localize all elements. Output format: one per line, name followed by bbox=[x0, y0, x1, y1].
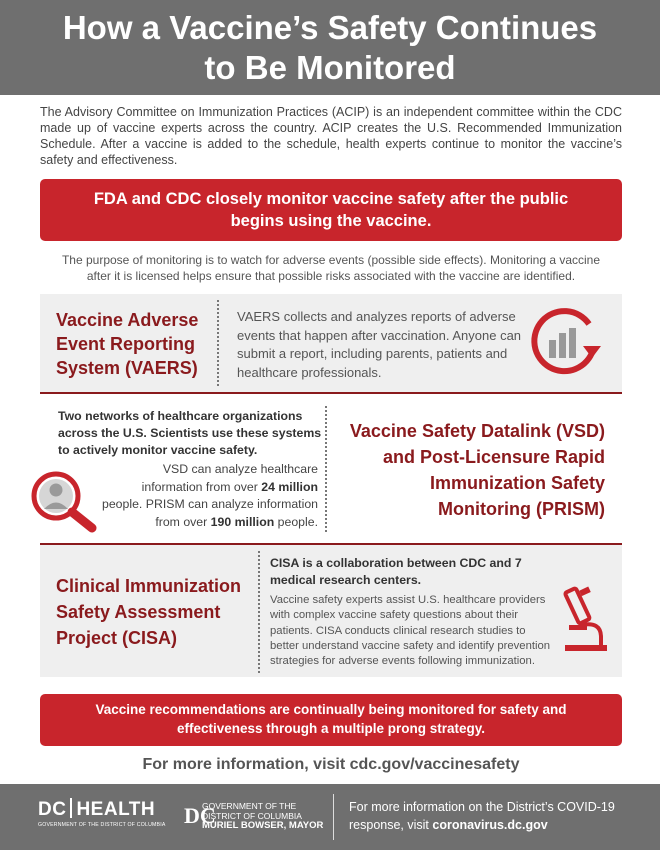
cisa-title-line-2: Safety Assessment bbox=[56, 602, 221, 622]
dc-government-logo bbox=[202, 802, 323, 831]
vaers-title bbox=[56, 308, 216, 380]
prism-population-figure: 190 million bbox=[210, 514, 275, 529]
vaers-divider bbox=[217, 300, 219, 386]
dc-health-logo bbox=[38, 798, 155, 821]
recommendations-line-1: Vaccine recommendations are continually being monitored for safety and bbox=[95, 702, 567, 717]
mayor-name: MURIEL BOWSER, MAYOR bbox=[202, 820, 324, 831]
footer-divider bbox=[333, 794, 334, 840]
cisa-description: Vaccine safety experts assist U.S. healthcare providers with complex vaccine safety questions about their patients. CISA conducts clinical research studies to better understand vaccine safety and identify prevention strategies for adverse events following immunization. bbox=[270, 594, 551, 668]
vsd-title-line-4: Monitoring (PRISM) bbox=[438, 499, 605, 519]
purpose-line-1: The purpose of monitoring is to watch for adverse events (possible side effects). Monitoring a vaccine bbox=[61, 253, 601, 267]
vaers-section bbox=[40, 294, 622, 394]
recommendations-banner bbox=[40, 694, 622, 746]
vsd-prism-title bbox=[335, 418, 605, 522]
vaers-title-line-2: Event Reporting bbox=[56, 334, 196, 354]
microscope-icon bbox=[557, 585, 613, 655]
vaers-title-line-1: Vaccine Adverse bbox=[56, 310, 199, 330]
monitoring-banner bbox=[40, 179, 622, 241]
vsd-stats-line-2 bbox=[100, 479, 318, 497]
cisa-title bbox=[56, 573, 256, 651]
vsd-stats-line-4-end: people. bbox=[274, 514, 318, 529]
covid-info-line-2-text: response, visit bbox=[349, 818, 433, 832]
monitoring-banner-line-1: FDA and CDC closely monitor vaccine safety after the public bbox=[93, 190, 569, 208]
cisa-section bbox=[40, 543, 622, 677]
bar-chart-refresh-icon bbox=[527, 306, 603, 376]
vsd-title-line-3: Immunization Safety bbox=[429, 473, 605, 493]
dc-government-line-1: GOVERNMENT OF THE bbox=[202, 801, 297, 811]
purpose-text bbox=[40, 252, 622, 284]
dc-government-mark: DC bbox=[184, 803, 216, 828]
page-title-line-2: to Be Monitored bbox=[204, 49, 456, 86]
vsd-stats-line-4-text: from over bbox=[155, 514, 211, 529]
covid-info-link[interactable]: coronavirus.dc.gov bbox=[432, 818, 548, 832]
vsd-stats-line-4 bbox=[100, 514, 318, 532]
footer bbox=[0, 784, 660, 850]
vsd-title-line-2: and Post-Licensure Rapid bbox=[382, 447, 605, 467]
covid-info-line-2 bbox=[349, 816, 639, 834]
vaers-description: VAERS collects and analyzes reports of adverse events that happen after vaccination. Anyone can submit a report, including parents, patients and healthcare professionals. bbox=[237, 309, 522, 380]
vsd-divider bbox=[325, 406, 327, 532]
vsd-stats-line-2-text: information from over bbox=[141, 479, 262, 494]
vaers-title-line-3: System (VAERS) bbox=[56, 358, 198, 378]
intro-paragraph: The Advisory Committee on Immunization Practices (ACIP) is an independent committee within the CDC made up of vaccine experts across the country. ACIP creates the U.S. Recommended Immunization Schedule. After a vaccine is added to the schedule, health experts continue to monitor the vaccine’s safety and effectiveness. bbox=[40, 105, 622, 167]
dc-health-logo-separator bbox=[70, 798, 72, 818]
dc-health-logo-subtitle: GOVERNMENT OF THE DISTRICT OF COLUMBIA bbox=[38, 822, 166, 828]
vsd-stats-line-3: people. PRISM can analyze information bbox=[102, 497, 318, 511]
vsd-title-line-1: Vaccine Safety Datalink (VSD) bbox=[349, 421, 605, 441]
cisa-title-line-1: Clinical Immunization bbox=[56, 576, 242, 596]
covid-info-text bbox=[349, 798, 639, 834]
covid-info-line-1: For more information on the District’s COVID-19 bbox=[349, 800, 615, 814]
page-title bbox=[0, 0, 660, 95]
vsd-stats-line-1: VSD can analyze healthcare bbox=[162, 462, 318, 476]
dc-government-line-2: DISTRICT OF COLUMBIA bbox=[202, 810, 302, 821]
magnifier-person-icon bbox=[16, 466, 106, 534]
more-info-link[interactable]: For more information, visit cdc.gov/vaccinesafety bbox=[142, 756, 520, 773]
recommendations-line-2: effectiveness through a multiple prong strategy. bbox=[176, 721, 486, 736]
vsd-population-figure: 24 million bbox=[261, 479, 318, 494]
cisa-divider bbox=[258, 551, 260, 673]
cisa-title-line-3: Project (CISA) bbox=[56, 628, 178, 648]
vsd-lead-text: Two networks of healthcare organizations across the U.S. Scientists use these systems to actively monitor vaccine safety. bbox=[58, 409, 322, 457]
page-title-line-1: How a Vaccine’s Safety Continues bbox=[62, 9, 598, 46]
purpose-line-2: after it is licensed helps ensure that possible risks associated with the vaccine are identified. bbox=[86, 269, 576, 283]
vsd-stats-text bbox=[100, 461, 318, 531]
dc-health-logo-dc: DC bbox=[38, 799, 67, 820]
monitoring-banner-line-2: begins using the vaccine. bbox=[230, 212, 432, 230]
cisa-lead-text: CISA is a collaboration between CDC and 7 medical research centers. bbox=[270, 556, 522, 587]
dc-health-logo-health: HEALTH bbox=[76, 799, 156, 820]
